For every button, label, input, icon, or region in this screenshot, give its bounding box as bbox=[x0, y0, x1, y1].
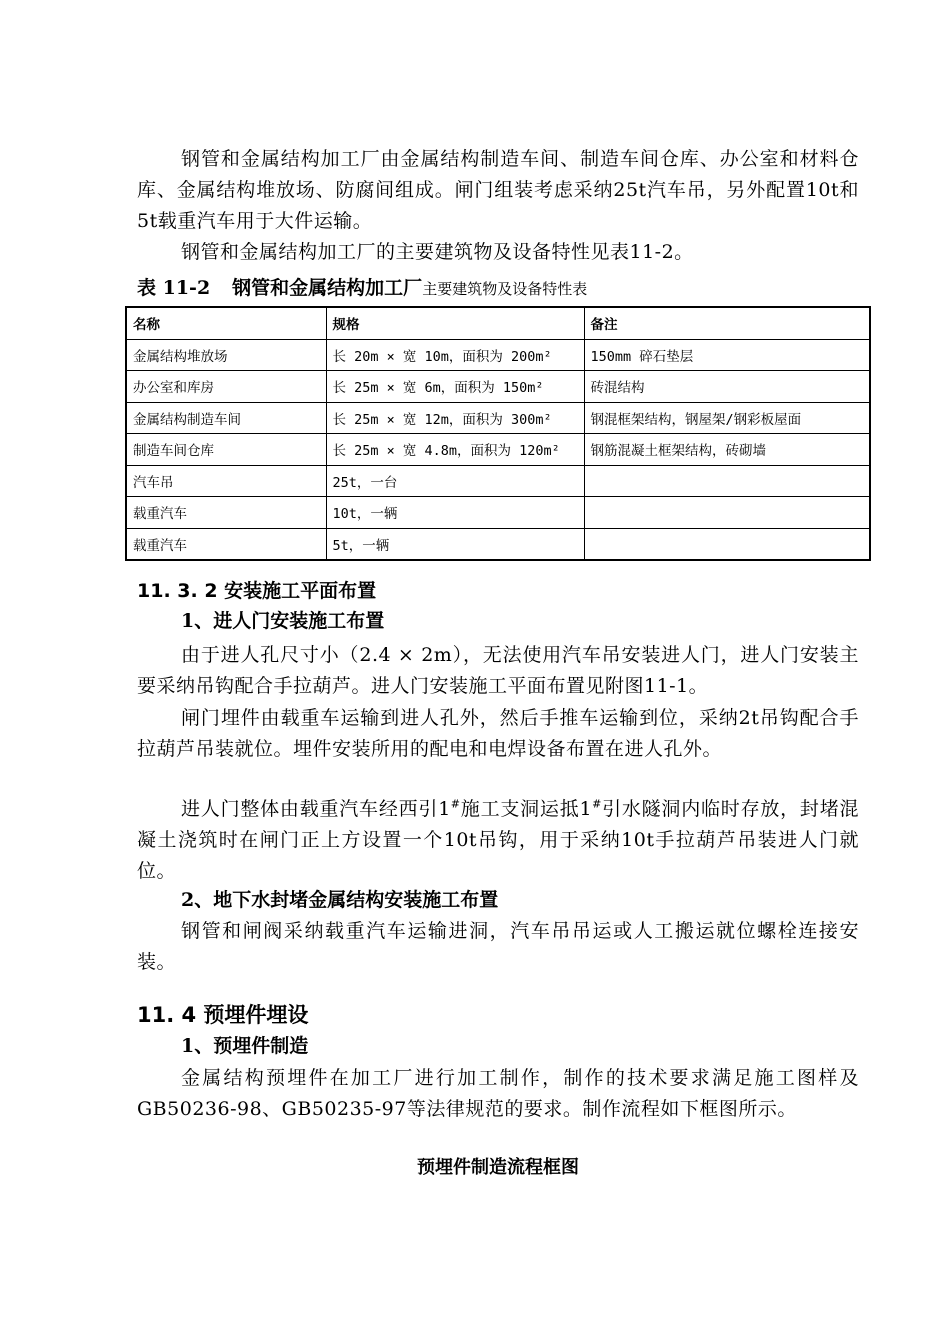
cell-note bbox=[584, 465, 870, 497]
cell-spec: 长 25m × 宽 6m，面积为 150m² bbox=[326, 371, 584, 403]
table-row bbox=[126, 434, 870, 466]
table-caption bbox=[137, 273, 859, 304]
table-caption-rest: 主要建筑物及设备特性表 bbox=[422, 280, 588, 298]
cell-spec: 25t，一台 bbox=[326, 465, 584, 497]
flowchart-title: 预埋件制造流程框图 bbox=[417, 1157, 579, 1178]
cell-spec: 长 25m × 宽 4.8m，面积为 120m² bbox=[326, 434, 584, 466]
entrance-door-paragraph-1: 由于进人孔尺寸小（2.4 × 2m），无法使用汽车吊安装进人门，进人门安装主要采纳吊钩配合手拉葫芦。进人门安装施工平面布置见附图11-1。 bbox=[137, 644, 859, 697]
entrance-door-paragraph-3 bbox=[137, 794, 859, 887]
cell-note: 砖混结构 bbox=[584, 371, 870, 403]
cell-name: 金属结构堆放场 bbox=[126, 339, 326, 371]
table-caption-number: 表 11-2 bbox=[137, 277, 211, 299]
subheading-entrance-door: 1、进人门安装施工布置 bbox=[181, 610, 385, 632]
header-spec: 规格 bbox=[326, 307, 584, 339]
table-row bbox=[126, 465, 870, 497]
para3-text-a: 进人门整体由载重汽车经西引1 bbox=[181, 798, 451, 820]
cell-name: 金属结构制造车间 bbox=[126, 402, 326, 434]
intro-paragraph-2: 钢管和金属结构加工厂的主要建筑物及设备特性见表11-2。 bbox=[181, 241, 694, 263]
cell-note bbox=[584, 528, 870, 560]
subheading-groundwater-plug: 2、地下水封堵金属结构安装施工布置 bbox=[181, 889, 499, 911]
header-note: 备注 bbox=[584, 307, 870, 339]
cell-name: 载重汽车 bbox=[126, 497, 326, 529]
table-header-row bbox=[126, 307, 870, 339]
table-row bbox=[126, 339, 870, 371]
para3-text-b: 施工支洞运抵1 bbox=[460, 798, 593, 820]
table-row bbox=[126, 528, 870, 560]
table-row bbox=[126, 402, 870, 434]
cell-spec: 5t，一辆 bbox=[326, 528, 584, 560]
cell-note: 钢筋混凝土框架结构，砖砌墙 bbox=[584, 434, 870, 466]
section-heading-11-4: 11. 4 预埋件埋设 bbox=[137, 1003, 309, 1027]
section-heading-11-3-2: 11. 3. 2 安装施工平面布置 bbox=[137, 580, 377, 602]
intro-paragraph-1: 钢管和金属结构加工厂由金属结构制造车间、制造车间仓库、办公室和材料仓库、金属结构堆放场、防腐间组成。闸门组装考虑采纳25t汽车吊，另外配置10t和5t载重汽车用于大件运输。 bbox=[137, 148, 859, 232]
cell-name: 载重汽车 bbox=[126, 528, 326, 560]
para3-superscript-2: # bbox=[592, 797, 602, 811]
spec-table bbox=[125, 306, 871, 561]
subheading-embedded-parts: 1、预埋件制造 bbox=[181, 1035, 309, 1057]
cell-name: 办公室和库房 bbox=[126, 371, 326, 403]
cell-name: 制造车间仓库 bbox=[126, 434, 326, 466]
cell-spec: 10t，一辆 bbox=[326, 497, 584, 529]
entrance-door-paragraph-2: 闸门埋件由载重车运输到进人孔外，然后手推车运输到位，采纳2t吊钩配合手拉葫芦吊装就位。埋件安装所用的配电和电焊设备布置在进人孔外。 bbox=[137, 707, 859, 760]
embedded-parts-paragraph: 金属结构预埋件在加工厂进行加工制作，制作的技术要求满足施工图样及GB50236-98、GB50235-97等法律规范的要求。制作流程如下框图所示。 bbox=[137, 1067, 859, 1120]
cell-spec: 长 20m × 宽 10m，面积为 200m² bbox=[326, 339, 584, 371]
cell-note: 150mm 碎石垫层 bbox=[584, 339, 870, 371]
para3-text-c: 引水隧洞内临时存放，封堵混凝土浇筑时在闸门正上方设置一个10t吊钩，用于采纳10t手拉葫芦吊装进人门就位。 bbox=[137, 798, 859, 882]
table-row bbox=[126, 497, 870, 529]
table-row bbox=[126, 371, 870, 403]
cell-spec: 长 25m × 宽 12m，面积为 300m² bbox=[326, 402, 584, 434]
header-name: 名称 bbox=[126, 307, 326, 339]
cell-note bbox=[584, 497, 870, 529]
groundwater-plug-paragraph: 钢管和闸阀采纳载重汽车运输进洞，汽车吊吊运或人工搬运就位螺栓连接安装。 bbox=[137, 920, 859, 973]
cell-note: 钢混框架结构，钢屋架/钢彩板屋面 bbox=[584, 402, 870, 434]
table-caption-main: 钢管和金属结构加工厂 bbox=[232, 277, 423, 299]
cell-name: 汽车吊 bbox=[126, 465, 326, 497]
para3-superscript-1: # bbox=[450, 797, 461, 811]
